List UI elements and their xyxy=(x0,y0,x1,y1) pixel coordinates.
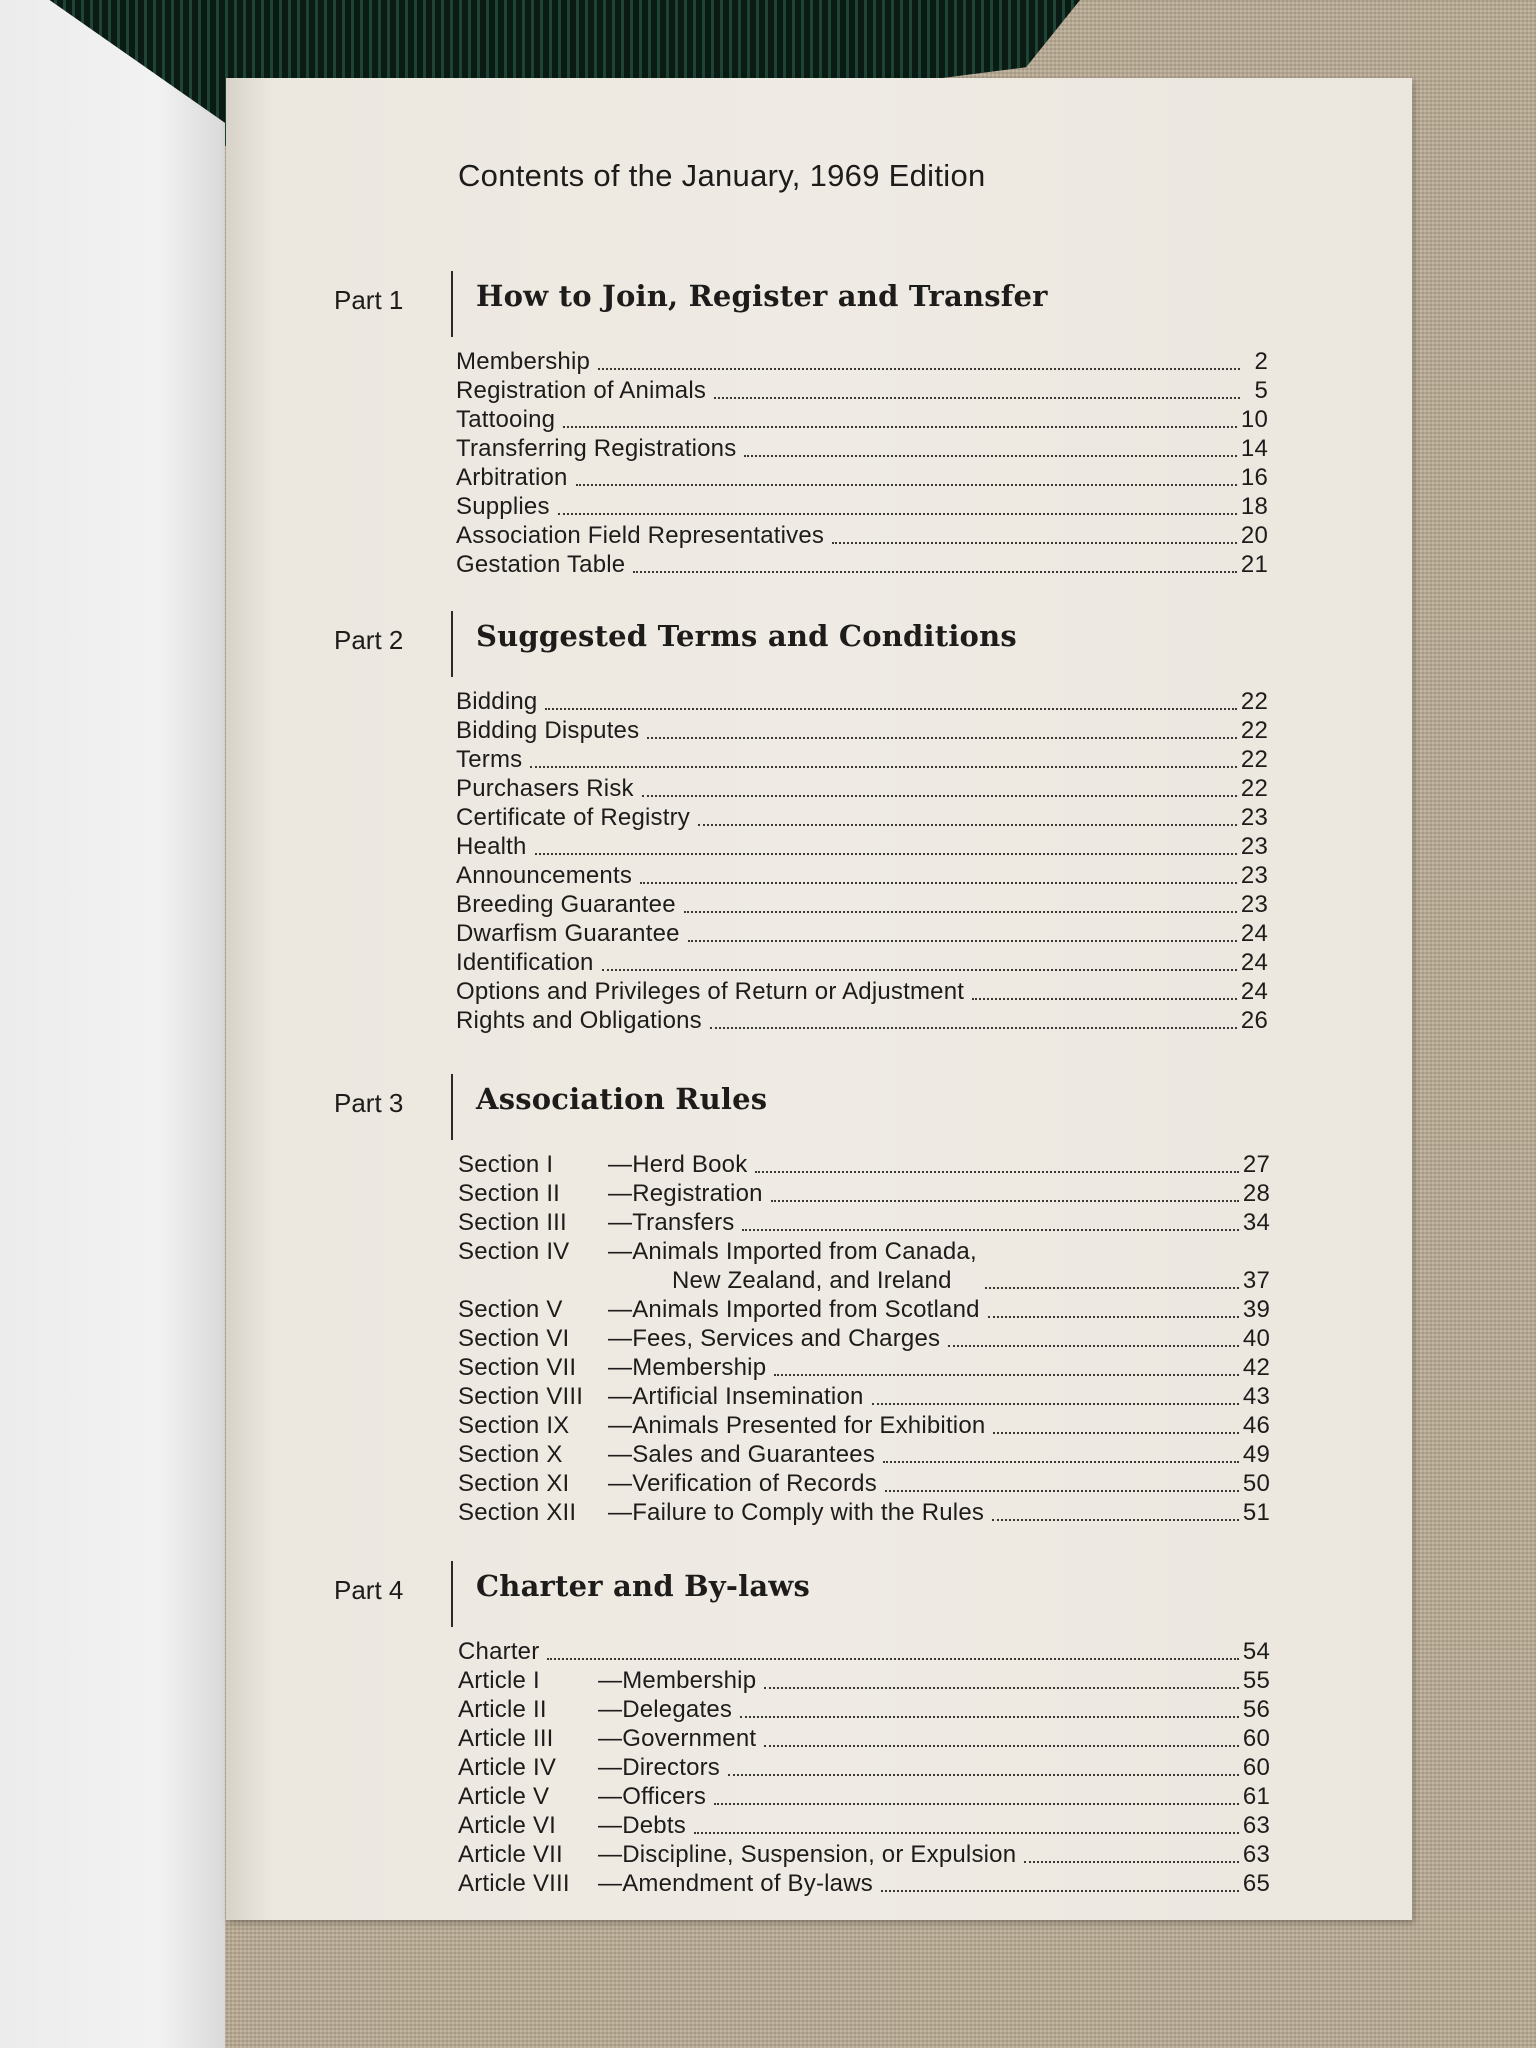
entry-text: Tattooing xyxy=(456,406,556,433)
dot-leader xyxy=(535,853,1237,855)
entry-title xyxy=(456,833,527,861)
entry-title xyxy=(458,1325,940,1353)
page-number: 27 xyxy=(1242,1151,1270,1178)
dot-leader xyxy=(988,1316,1239,1318)
entry-prefix: Section III xyxy=(458,1209,567,1236)
entry-prefix: Section VI xyxy=(458,1325,570,1352)
entry-title xyxy=(458,1237,977,1295)
toc-entry[interactable] xyxy=(458,1666,1270,1695)
toc-entry[interactable] xyxy=(458,1208,1270,1237)
dot-leader xyxy=(992,1519,1239,1521)
entry-title xyxy=(458,1638,539,1666)
entry-prefix: Article VI xyxy=(458,1812,557,1839)
entry-title xyxy=(458,1841,1016,1869)
page-number: 23 xyxy=(1240,804,1268,831)
entry-title xyxy=(458,1783,706,1811)
part-divider xyxy=(451,1074,453,1140)
entry-text: Supplies xyxy=(456,493,550,520)
entry-text: Dwarfism Guarantee xyxy=(456,920,680,947)
entry-text: —Delegates xyxy=(598,1696,733,1723)
page-number: 50 xyxy=(1242,1470,1270,1497)
entry-text: Identification xyxy=(456,949,594,976)
entry-prefix: Article II xyxy=(458,1696,547,1723)
page-number: 28 xyxy=(1242,1180,1270,1207)
page-number: 24 xyxy=(1240,978,1268,1005)
entry-text: Rights and Obligations xyxy=(456,1007,702,1034)
page-number: 16 xyxy=(1240,464,1268,491)
entry-title xyxy=(458,1754,720,1782)
entry-text: Health xyxy=(456,833,527,860)
toc-entry[interactable] xyxy=(458,1695,1270,1724)
entry-title xyxy=(458,1499,984,1527)
entry-title xyxy=(458,1725,756,1753)
dot-leader xyxy=(771,1200,1239,1202)
dot-leader xyxy=(872,1403,1239,1405)
dot-leader xyxy=(764,1745,1239,1747)
part-label: Part 4 xyxy=(334,1575,404,1605)
page-number: 40 xyxy=(1242,1325,1270,1352)
toc-entry[interactable] xyxy=(456,948,1268,977)
toc-entry[interactable] xyxy=(456,347,1268,376)
entry-text: —Discipline, Suspension, or Expulsion xyxy=(598,1841,1017,1868)
toc-entry[interactable] xyxy=(458,1179,1270,1208)
page-title: Contents of the January, 1969 Edition xyxy=(458,158,986,193)
toc-entry[interactable] xyxy=(458,1411,1270,1440)
dot-leader xyxy=(710,1027,1237,1029)
entry-prefix: Article VII xyxy=(458,1841,563,1868)
dot-leader xyxy=(698,824,1237,826)
entry-title xyxy=(456,775,634,803)
toc-entry[interactable] xyxy=(456,745,1268,774)
entry-text: Purchasers Risk xyxy=(456,775,634,802)
entry-text: —Amendment of By-laws xyxy=(598,1870,873,1897)
page-number: 60 xyxy=(1242,1754,1270,1781)
contents-page xyxy=(226,78,1412,1920)
entry-text: Options and Privileges of Return or Adjustment xyxy=(456,978,965,1005)
toc-entry[interactable] xyxy=(458,1324,1270,1353)
page-number: 24 xyxy=(1240,920,1268,947)
part-title: How to Join, Register and Transfer xyxy=(476,279,1048,313)
toc-entry[interactable] xyxy=(458,1469,1270,1498)
entry-prefix: Section X xyxy=(458,1441,563,1468)
entry-title xyxy=(458,1412,985,1440)
entry-prefix: Section V xyxy=(458,1296,563,1323)
toc-entry[interactable] xyxy=(458,1637,1270,1666)
entry-prefix: Section VII xyxy=(458,1354,577,1381)
entry-text: —Verification of Records xyxy=(608,1470,877,1497)
entry-title xyxy=(456,464,568,492)
toc-entry[interactable] xyxy=(458,1753,1270,1782)
dot-leader xyxy=(755,1171,1239,1173)
page-number: 63 xyxy=(1242,1841,1270,1868)
toc-entry[interactable] xyxy=(456,492,1268,521)
toc-entry[interactable] xyxy=(456,687,1268,716)
entry-title xyxy=(458,1354,766,1382)
dot-leader xyxy=(640,882,1237,884)
dot-leader xyxy=(728,1774,1239,1776)
page-number: 10 xyxy=(1240,406,1268,433)
entry-title xyxy=(456,348,590,376)
page-number: 20 xyxy=(1240,522,1268,549)
toc-entry[interactable] xyxy=(456,376,1268,405)
entry-prefix: Article IV xyxy=(458,1754,557,1781)
page-number: 61 xyxy=(1242,1783,1270,1810)
part-label: Part 3 xyxy=(334,1088,404,1118)
entry-prefix: Section XI xyxy=(458,1470,570,1497)
entry-title xyxy=(458,1180,763,1208)
toc-entry[interactable] xyxy=(458,1150,1270,1179)
entry-text: Arbitration xyxy=(456,464,568,491)
part-title: Association Rules xyxy=(476,1082,768,1116)
dot-leader xyxy=(885,1490,1239,1492)
page-number: 55 xyxy=(1242,1667,1270,1694)
toc-entry[interactable] xyxy=(456,977,1268,1006)
dot-leader xyxy=(633,571,1237,573)
dot-leader xyxy=(764,1687,1239,1689)
toc-entries xyxy=(456,347,1268,579)
entry-title xyxy=(456,746,522,774)
page-number: 43 xyxy=(1242,1383,1270,1410)
entry-title xyxy=(456,551,625,579)
dot-leader xyxy=(647,737,1237,739)
toc-entry[interactable] xyxy=(458,1498,1270,1527)
part-title: Charter and By-laws xyxy=(476,1569,811,1603)
page-number: 5 xyxy=(1254,377,1268,404)
entry-title xyxy=(456,949,594,977)
dot-leader xyxy=(545,708,1236,710)
entry-text: —Animals Presented for Exhibition xyxy=(608,1412,986,1439)
toc-entry[interactable] xyxy=(458,1724,1270,1753)
page-number: 22 xyxy=(1240,746,1268,773)
entry-text: —Government xyxy=(598,1725,757,1752)
dot-leader xyxy=(948,1345,1239,1347)
left-blank-page xyxy=(0,0,225,2048)
toc-entry[interactable] xyxy=(458,1353,1270,1382)
toc-entry[interactable] xyxy=(458,1382,1270,1411)
page-number: 63 xyxy=(1242,1812,1270,1839)
entry-title xyxy=(456,377,706,405)
dot-leader xyxy=(881,1890,1239,1892)
dot-leader xyxy=(714,397,1240,399)
dot-leader xyxy=(547,1658,1238,1660)
toc-entry[interactable] xyxy=(456,463,1268,492)
entry-text: Bidding Disputes xyxy=(456,717,640,744)
entry-title xyxy=(456,978,964,1006)
page-number: 42 xyxy=(1242,1354,1270,1381)
toc-entry[interactable] xyxy=(456,716,1268,745)
entry-text: Charter xyxy=(458,1638,540,1665)
dot-leader xyxy=(714,1803,1239,1805)
page-number: 39 xyxy=(1242,1296,1270,1323)
dot-leader xyxy=(558,513,1237,515)
page-number: 34 xyxy=(1242,1209,1270,1236)
entry-text: Registration of Animals xyxy=(456,377,707,404)
entry-text: Breeding Guarantee xyxy=(456,891,676,918)
toc-entry[interactable] xyxy=(456,1006,1268,1035)
page-number: 56 xyxy=(1242,1696,1270,1723)
entry-text: —Officers xyxy=(598,1783,707,1810)
entry-text: —Animals Imported from Scotland xyxy=(608,1296,980,1323)
toc-entry[interactable] xyxy=(456,774,1268,803)
entry-title xyxy=(456,435,736,463)
entry-title xyxy=(458,1870,873,1898)
entry-text: —Artificial Insemination xyxy=(608,1383,864,1410)
toc-entry[interactable] xyxy=(456,919,1268,948)
page-number: 14 xyxy=(1240,435,1268,462)
dot-leader xyxy=(832,542,1237,544)
entry-title xyxy=(456,493,550,521)
entry-text: —Directors xyxy=(598,1754,721,1781)
entry-prefix: Section XII xyxy=(458,1499,577,1526)
entry-title xyxy=(456,522,824,550)
entry-prefix: Section IX xyxy=(458,1412,570,1439)
page-number: 22 xyxy=(1240,717,1268,744)
page-number: 51 xyxy=(1242,1499,1270,1526)
part-label: Part 2 xyxy=(334,625,404,655)
toc-entry[interactable] xyxy=(458,1440,1270,1469)
entry-title xyxy=(458,1151,747,1179)
dot-leader xyxy=(742,1229,1238,1231)
dot-leader xyxy=(602,969,1237,971)
entry-text: —Transfers xyxy=(608,1209,735,1236)
entry-prefix: Article V xyxy=(458,1783,550,1810)
part-divider xyxy=(451,1561,453,1627)
page-number: 60 xyxy=(1242,1725,1270,1752)
part-divider xyxy=(451,611,453,677)
dot-leader xyxy=(883,1461,1239,1463)
entry-title xyxy=(456,406,555,434)
entry-prefix: Section II xyxy=(458,1180,561,1207)
part-divider xyxy=(451,271,453,337)
entry-title xyxy=(456,688,537,716)
page-number: 21 xyxy=(1240,551,1268,578)
entry-text: Membership xyxy=(456,348,591,375)
entry-text: —Debts xyxy=(598,1812,686,1839)
entry-title xyxy=(458,1696,732,1724)
toc-entry[interactable] xyxy=(456,521,1268,550)
page-number: 23 xyxy=(1240,891,1268,918)
page-number: 22 xyxy=(1240,775,1268,802)
entry-prefix: Article I xyxy=(458,1667,540,1694)
dot-leader xyxy=(642,795,1237,797)
page-number: 24 xyxy=(1240,949,1268,976)
page-number: 49 xyxy=(1242,1441,1270,1468)
entry-text: Transferring Registrations xyxy=(456,435,737,462)
entry-title xyxy=(458,1296,980,1324)
page-number: 2 xyxy=(1254,348,1268,375)
entry-prefix: Section I xyxy=(458,1151,554,1178)
entry-text: —Herd Book xyxy=(608,1151,748,1178)
toc-entries xyxy=(458,1150,1270,1527)
entry-text: —Failure to Comply with the Rules xyxy=(608,1499,985,1526)
entry-text: Bidding xyxy=(456,688,538,715)
entry-text: —Membership xyxy=(608,1354,767,1381)
toc-entry[interactable] xyxy=(458,1811,1270,1840)
entry-title xyxy=(458,1667,756,1695)
dot-leader xyxy=(744,455,1236,457)
page-number: 23 xyxy=(1240,833,1268,860)
entry-text: —Membership xyxy=(598,1667,757,1694)
dot-leader xyxy=(576,484,1237,486)
dot-leader xyxy=(774,1374,1239,1376)
dot-leader xyxy=(684,911,1237,913)
entry-text: Gestation Table xyxy=(456,551,626,578)
entry-text: Certificate of Registry xyxy=(456,804,691,831)
entry-prefix: Article III xyxy=(458,1725,554,1752)
entry-text: —Fees, Services and Charges xyxy=(608,1325,941,1352)
page-number: 18 xyxy=(1240,493,1268,520)
toc-entry[interactable] xyxy=(456,405,1268,434)
dot-leader xyxy=(563,426,1237,428)
toc-entries xyxy=(458,1637,1270,1898)
entry-text: —Animals Imported from Canada, xyxy=(608,1238,977,1265)
dot-leader xyxy=(530,766,1237,768)
page-number: 46 xyxy=(1242,1412,1270,1439)
entry-title xyxy=(456,891,676,919)
toc-entry[interactable] xyxy=(456,434,1268,463)
entry-title xyxy=(456,1007,702,1035)
toc-entry[interactable] xyxy=(456,890,1268,919)
dot-leader xyxy=(694,1832,1239,1834)
entry-text: —Sales and Guarantees xyxy=(608,1441,876,1468)
page-number: 22 xyxy=(1240,688,1268,715)
entry-title xyxy=(456,804,690,832)
page-number: 37 xyxy=(1242,1267,1270,1294)
entry-prefix: Section VIII xyxy=(458,1383,584,1410)
entry-continuation: New Zealand, and Ireland xyxy=(672,1267,952,1294)
dot-leader xyxy=(985,1287,1239,1289)
entry-title xyxy=(456,862,632,890)
dot-leader xyxy=(740,1716,1239,1718)
page-number: 54 xyxy=(1242,1638,1270,1665)
entry-text: Association Field Representatives xyxy=(456,522,825,549)
part-label: Part 1 xyxy=(334,285,404,315)
entry-title xyxy=(458,1209,734,1237)
toc-entry[interactable] xyxy=(458,1295,1270,1324)
page-number: 65 xyxy=(1242,1870,1270,1897)
entry-title xyxy=(458,1383,864,1411)
dot-leader xyxy=(993,1432,1238,1434)
toc-entry[interactable] xyxy=(456,550,1268,579)
dot-leader xyxy=(1024,1861,1239,1863)
entry-title xyxy=(458,1470,877,1498)
entry-title xyxy=(458,1812,686,1840)
part-title: Suggested Terms and Conditions xyxy=(476,619,1017,653)
page-number: 26 xyxy=(1240,1007,1268,1034)
entry-title xyxy=(456,920,680,948)
entry-prefix: Section IV xyxy=(458,1238,570,1265)
entry-text: Terms xyxy=(456,746,523,773)
toc-entry[interactable] xyxy=(456,832,1268,861)
toc-entry[interactable] xyxy=(458,1840,1270,1869)
entry-title xyxy=(458,1441,875,1469)
entry-text: —Registration xyxy=(608,1180,763,1207)
dot-leader xyxy=(688,940,1237,942)
toc-entry[interactable] xyxy=(456,861,1268,890)
toc-entries xyxy=(456,687,1268,1035)
entry-text: Announcements xyxy=(456,862,633,889)
toc-entry[interactable] xyxy=(458,1237,1270,1295)
dot-leader xyxy=(598,368,1240,370)
entry-prefix: Article VIII xyxy=(458,1870,570,1897)
toc-entry[interactable] xyxy=(458,1782,1270,1811)
entry-title xyxy=(456,717,639,745)
toc-entry[interactable] xyxy=(456,803,1268,832)
dot-leader xyxy=(972,998,1237,1000)
toc-entry[interactable] xyxy=(458,1869,1270,1898)
page-number: 23 xyxy=(1240,862,1268,889)
